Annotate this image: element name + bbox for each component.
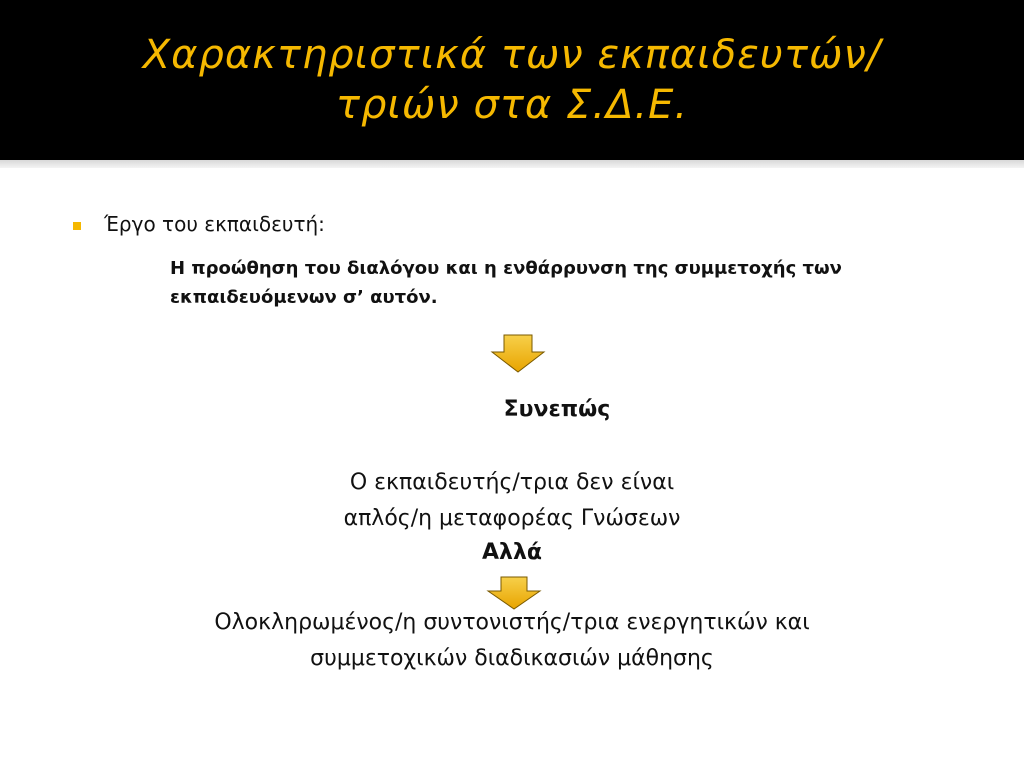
slide-title — [0, 30, 1024, 130]
arrow-down-icon — [486, 576, 542, 610]
consequently-label: Συνεπώς — [503, 397, 611, 422]
arrow-down-icon — [490, 334, 546, 374]
bullet-detail-line-2: εκπαιδευόμενων σ’ αυτόν. — [170, 287, 438, 308]
slide-title-line-2: τριών στα Σ.Δ.Ε. — [335, 82, 689, 128]
slide-title-line-1: Χαρακτηριστικά των εκπαιδευτών/ — [142, 32, 882, 78]
bullet-square-icon — [73, 222, 81, 230]
bullet-detail — [170, 254, 970, 312]
statement-line-1: Ο εκπαιδευτής/τρια δεν είναι — [349, 470, 675, 495]
conclusion-line-1: Ολοκληρωμένος/η συντονιστής/τρια ενεργητικών και — [214, 610, 810, 635]
bullet-detail-line-1: Η προώθηση του διαλόγου και η ενθάρρυνση της συμμετοχής των — [170, 258, 842, 279]
title-band — [0, 0, 1024, 160]
title-divider — [0, 160, 1024, 168]
conclusion-line-2: συμμετοχικών διαδικασιών μάθησης — [310, 646, 714, 671]
statement-line-2: απλός/η μεταφορέας Γνώσεων — [343, 506, 681, 531]
but-label: Αλλά — [482, 540, 542, 565]
bullet-label: Έργο του εκπαιδευτή: — [104, 212, 325, 236]
